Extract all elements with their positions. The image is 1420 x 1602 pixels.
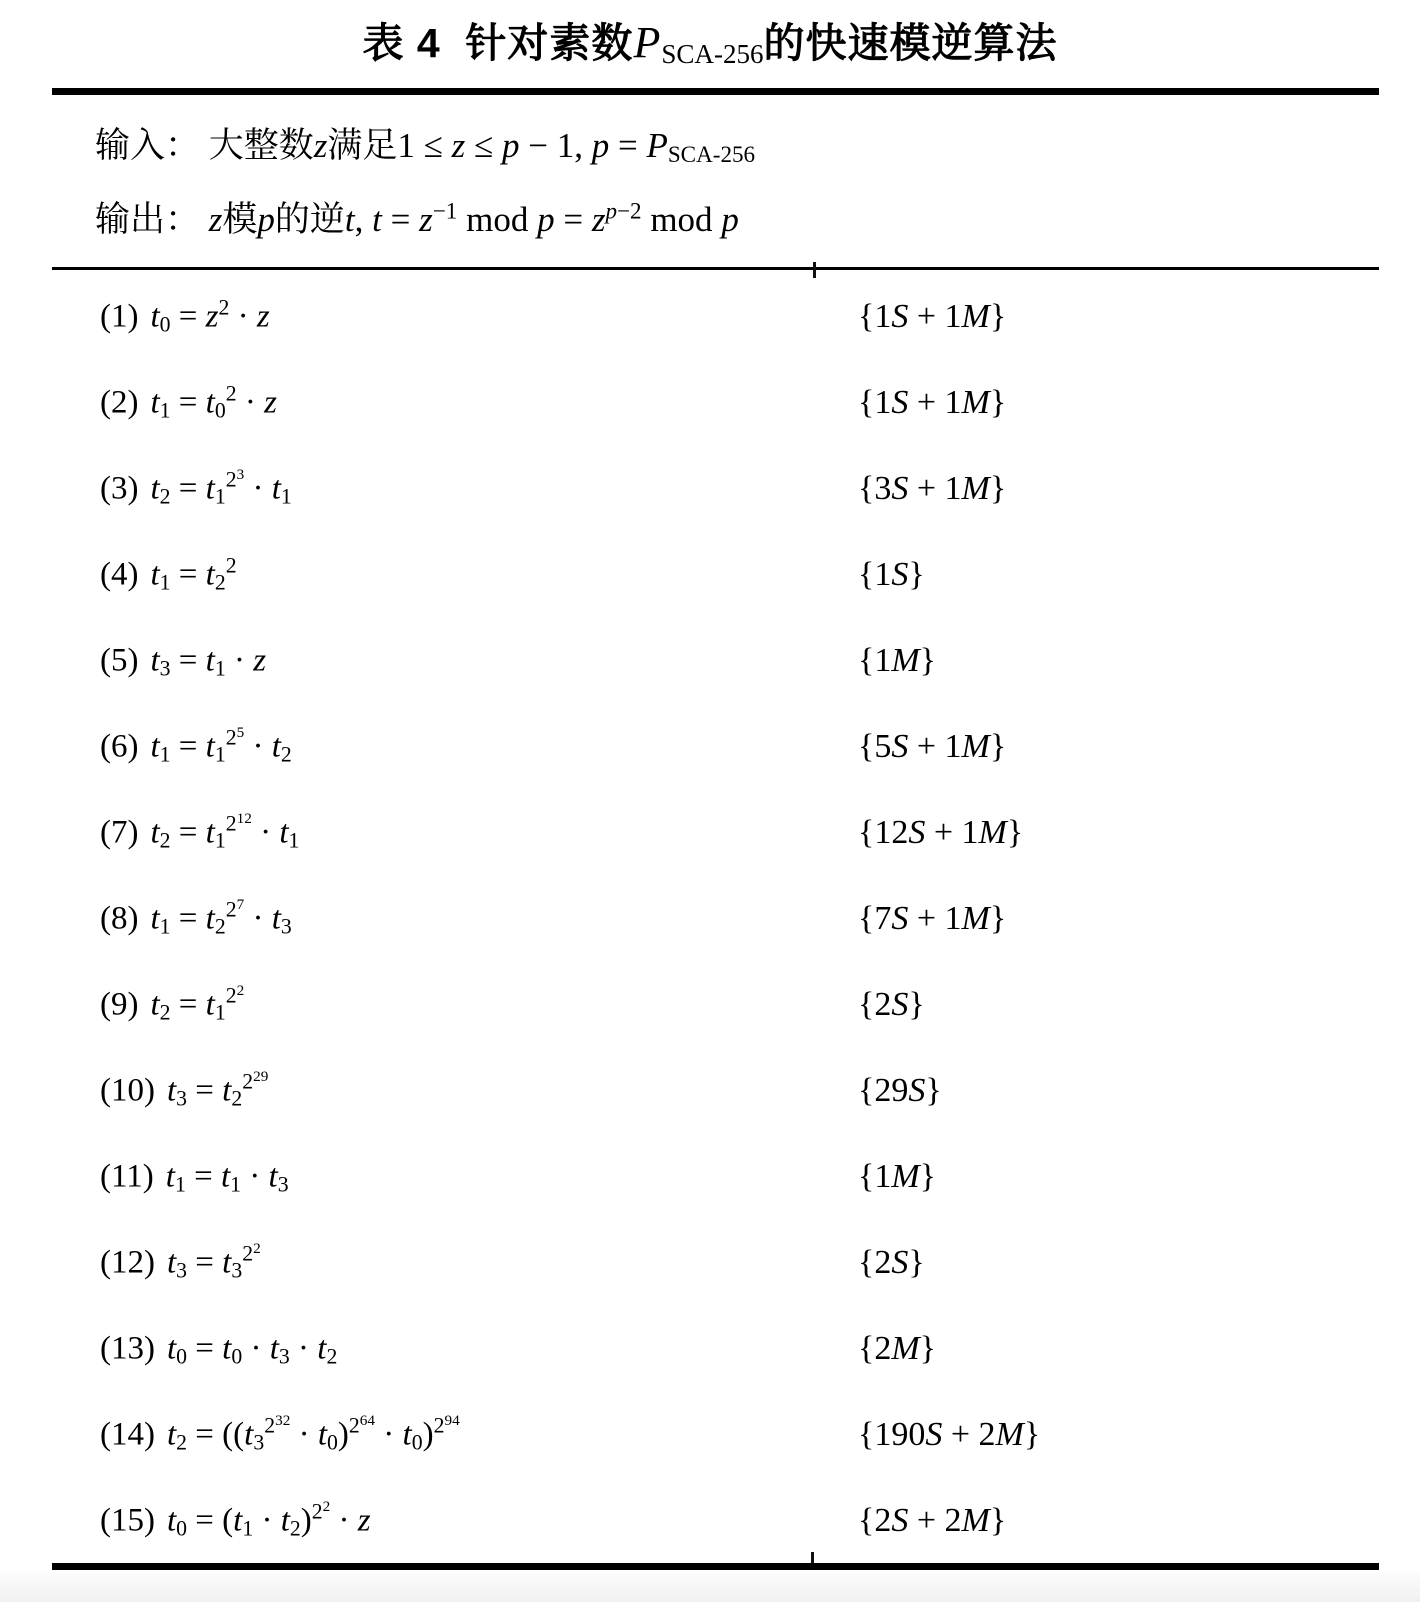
step-formula-cell [100, 643, 266, 680]
step-number: (4) [100, 556, 139, 593]
step-cost: {2S} [858, 1244, 925, 1281]
step-number: (1) [100, 298, 139, 335]
algorithm-step-row [0, 1220, 1420, 1306]
algorithm-step-row [0, 1048, 1420, 1134]
step-number: (2) [100, 384, 139, 421]
step-formula: $t_2 = t_1^{2^2}$ [150, 981, 245, 1025]
step-formula: $t_1 = t_0^2 \cdot z$ [150, 381, 277, 423]
step-cost: {5S + 1M} [858, 728, 1007, 765]
step-cost: {190S + 2M} [858, 1416, 1041, 1453]
step-number: (6) [100, 728, 139, 765]
algorithm-step-row [0, 704, 1420, 790]
step-number: (15) [100, 1502, 155, 1539]
step-cost: {7S + 1M} [858, 900, 1007, 937]
table-caption: 表 4 针对素数$P_{SCA-256}$的快速模逆算法 [362, 18, 1058, 69]
step-formula-cell [100, 553, 237, 595]
step-cost: {1M} [858, 642, 936, 679]
output-spec-line: 输出： z模p的逆t, $t = z^{-1}$ mod $p = z^{p-2}$ mod p [95, 197, 739, 239]
algorithm-step-row [0, 1478, 1420, 1564]
step-formula-cell [100, 381, 277, 423]
step-cost: {1S} [858, 556, 925, 593]
step-number: (13) [100, 1330, 155, 1367]
step-formula: $t_0 = t_0 \cdot t_3 \cdot t_2$ [166, 1330, 338, 1369]
step-cost: {1M} [858, 1158, 936, 1195]
step-number: (3) [100, 470, 139, 507]
step-number: (9) [100, 986, 139, 1023]
step-number: (14) [100, 1416, 155, 1453]
top-rule [52, 88, 1379, 95]
step-formula: $t_3 = t_3^{2^2}$ [166, 1239, 261, 1283]
step-cost: {2M} [858, 1330, 936, 1367]
step-number: (11) [100, 1158, 154, 1195]
step-cost: {1S + 1M} [858, 298, 1007, 335]
step-formula: $t_2 = t_1^{2^3} \cdot t_1$ [150, 465, 292, 509]
algorithm-step-row [0, 1392, 1420, 1478]
step-formula-cell [100, 1159, 289, 1196]
algorithm-step-row [0, 1306, 1420, 1392]
step-formula: $t_1 = t_2^2$ [150, 553, 237, 595]
step-formula-cell [100, 1411, 460, 1455]
input-spec-line: 输入： 大整数z满足1 ≤ z ≤ p − 1, $p = P_{SCA-256}$ [95, 126, 756, 168]
algorithm-step-row [0, 446, 1420, 532]
step-formula: $t_2 = t_1^{2^{12}} \cdot t_1$ [150, 809, 300, 853]
step-number: (7) [100, 814, 139, 851]
step-formula-cell [100, 723, 292, 767]
step-formula-cell [100, 465, 292, 509]
algorithm-step-row [0, 618, 1420, 704]
column-divider-tick-bottom [811, 1552, 814, 1563]
step-number: (5) [100, 642, 139, 679]
algorithm-rows [0, 274, 1420, 1564]
step-number: (10) [100, 1072, 155, 1109]
footer-gradient-strip [0, 1572, 1420, 1602]
step-number: (12) [100, 1244, 155, 1281]
algorithm-step-row [0, 1134, 1420, 1220]
step-formula: $t_3 = t_2^{2^{29}}$ [166, 1067, 269, 1111]
bottom-rule [52, 1563, 1379, 1570]
step-formula: $t_2 = ((t_3^{2^{32}} \cdot t_0)^{2^{64}} \cdot t_0)^{2^{94}}$ [166, 1411, 460, 1455]
step-formula-cell [100, 1067, 269, 1111]
step-cost: {3S + 1M} [858, 470, 1007, 507]
step-formula: $t_0 = (t_1 \cdot t_2)^{2^2} \cdot z$ [166, 1497, 371, 1541]
step-formula: $t_3 = t_1 \cdot z$ [150, 642, 267, 681]
step-cost: {29S} [858, 1072, 942, 1109]
algorithm-step-row [0, 962, 1420, 1048]
step-cost: {1S + 1M} [858, 384, 1007, 421]
algorithm-step-row [0, 532, 1420, 618]
step-formula: $t_1 = t_1 \cdot t_3$ [165, 1158, 289, 1197]
step-formula-cell [100, 1239, 261, 1283]
step-formula-cell [100, 895, 292, 939]
step-formula: $t_1 = t_1^{2^5} \cdot t_2$ [150, 723, 292, 767]
step-cost: {2S + 2M} [858, 1502, 1007, 1539]
step-formula-cell [100, 1331, 337, 1368]
step-formula: $t_1 = t_2^{2^7} \cdot t_3$ [150, 895, 292, 939]
step-formula-cell [100, 809, 300, 853]
algorithm-step-row [0, 876, 1420, 962]
step-formula-cell [100, 1497, 371, 1541]
mid-rule [52, 267, 1379, 270]
step-formula-cell [100, 981, 245, 1025]
algorithm-step-row [0, 790, 1420, 876]
algorithm-step-row [0, 360, 1420, 446]
algorithm-step-row [0, 274, 1420, 360]
step-cost: {12S + 1M} [858, 814, 1024, 851]
step-formula: $t_0 = z^2 \cdot z$ [150, 295, 270, 337]
step-formula-cell [100, 295, 270, 337]
step-cost: {2S} [858, 986, 925, 1023]
step-number: (8) [100, 900, 139, 937]
